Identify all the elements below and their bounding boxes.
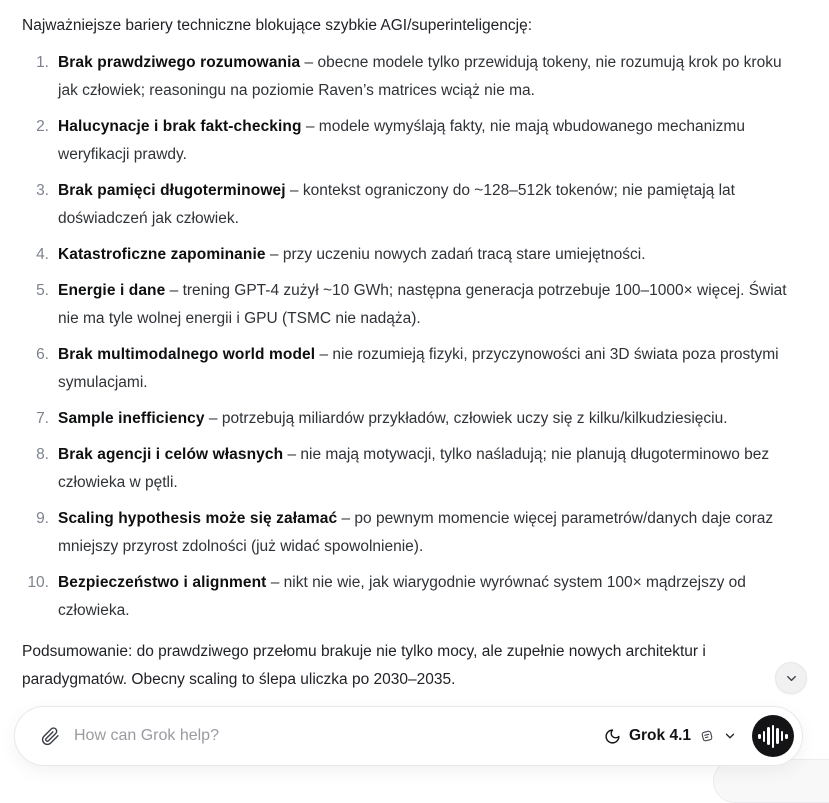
list-term: Katastroficzne zapominanie xyxy=(58,246,266,263)
attach-file-button[interactable] xyxy=(39,725,61,747)
list-marker: 6. xyxy=(36,346,49,363)
voice-mode-button[interactable] xyxy=(752,715,794,757)
list-term: Halucynacje i brak fakt-checking xyxy=(58,118,302,135)
barriers-list xyxy=(22,49,809,625)
list-item xyxy=(22,505,809,561)
list-term: Brak multimodalnego world model xyxy=(58,346,316,363)
message-summary: Podsumowanie: do prawdziwego przełomu brakuje nie tylko mocy, ale zupełnie nowych architektur i paradygmatów. Obecny scaling to ślepa uliczka po 2030–2035. xyxy=(22,643,706,688)
list-term: Sample inefficiency xyxy=(58,410,205,427)
moon-icon xyxy=(604,728,621,745)
list-desc: – nikt nie wie, jak wiarygodnie wyrównać system 100× mądrzejszy od człowieka. xyxy=(58,574,746,619)
list-marker: 1. xyxy=(36,54,49,71)
list-item xyxy=(22,405,809,433)
list-item xyxy=(22,49,809,105)
list-marker: 4. xyxy=(36,246,49,263)
list-desc: – kontekst ograniczony do ~128–512k tokenów; nie pamiętają lat doświadczeń jak człowiek. xyxy=(58,182,735,227)
list-marker: 3. xyxy=(36,182,49,199)
list-marker: 9. xyxy=(36,510,49,527)
list-item xyxy=(22,277,809,333)
scroll-to-bottom-button[interactable] xyxy=(775,662,807,694)
chat-input[interactable] xyxy=(72,726,604,746)
list-marker: 8. xyxy=(36,446,49,463)
model-label: Grok 4.1 xyxy=(628,727,691,744)
list-term: Brak prawdziwego rozumowania xyxy=(58,54,301,71)
list-desc: – obecne modele tylko przewidują tokeny, nie rozumują krok po kroku jak człowiek; reasoningu na poziomie Raven’s matrices wciąż nie ma. xyxy=(58,54,782,99)
model-badge-icon xyxy=(699,728,715,744)
list-term: Scaling hypothesis może się załamać xyxy=(58,510,338,527)
list-desc: – nie mają motywacji, tylko naśladują; nie planują długoterminowo bez człowieka w pętli. xyxy=(58,446,770,491)
list-desc: – modele wymyślają fakty, nie mają wbudowanego mechanizmu weryfikacji prawdy. xyxy=(58,118,745,163)
model-selector[interactable] xyxy=(604,727,737,745)
message-intro: Najważniejsze bariery techniczne blokujące szybkie AGI/superinteligencję: xyxy=(22,17,533,34)
chevron-down-icon xyxy=(723,729,737,743)
list-desc: – przy uczeniu nowych zadań tracą stare umiejętności. xyxy=(265,246,646,263)
list-item xyxy=(22,177,809,233)
chat-composer[interactable] xyxy=(14,706,803,766)
list-marker: 2. xyxy=(36,118,49,135)
list-item xyxy=(22,341,809,397)
list-item xyxy=(22,113,809,169)
list-marker: 5. xyxy=(36,282,49,299)
list-desc: – po pewnym momencie więcej parametrów/danych daje coraz mniejszy przyrost zdolności (już widać spowolnienie). xyxy=(58,510,774,555)
list-item xyxy=(22,241,809,269)
list-marker: 10. xyxy=(27,574,49,591)
list-item xyxy=(22,441,809,497)
list-marker: 7. xyxy=(36,410,49,427)
list-item xyxy=(22,569,809,625)
list-term: Energie i dane xyxy=(58,282,166,299)
list-desc: – trening GPT-4 zużył ~10 GWh; następna generacja potrzebuje 100–1000× więcej. Świat nie ma tyle wolnej energii i GPU (TSMC nie nadąża). xyxy=(58,282,787,327)
waveform-icon xyxy=(758,725,788,748)
chevron-down-icon xyxy=(784,671,799,686)
list-desc: – potrzebują miliardów przykładów, człowiek uczy się z kilku/kilkudziesięciu. xyxy=(204,410,728,427)
list-term: Brak agencji i celów własnych xyxy=(58,446,284,463)
list-term: Brak pamięci długoterminowej xyxy=(58,182,286,199)
list-desc: – nie rozumieją fizyki, przyczynowości ani 3D świata poza prostymi symulacjami. xyxy=(58,346,779,391)
list-term: Bezpieczeństwo i alignment xyxy=(58,574,267,591)
paperclip-icon xyxy=(41,727,60,746)
